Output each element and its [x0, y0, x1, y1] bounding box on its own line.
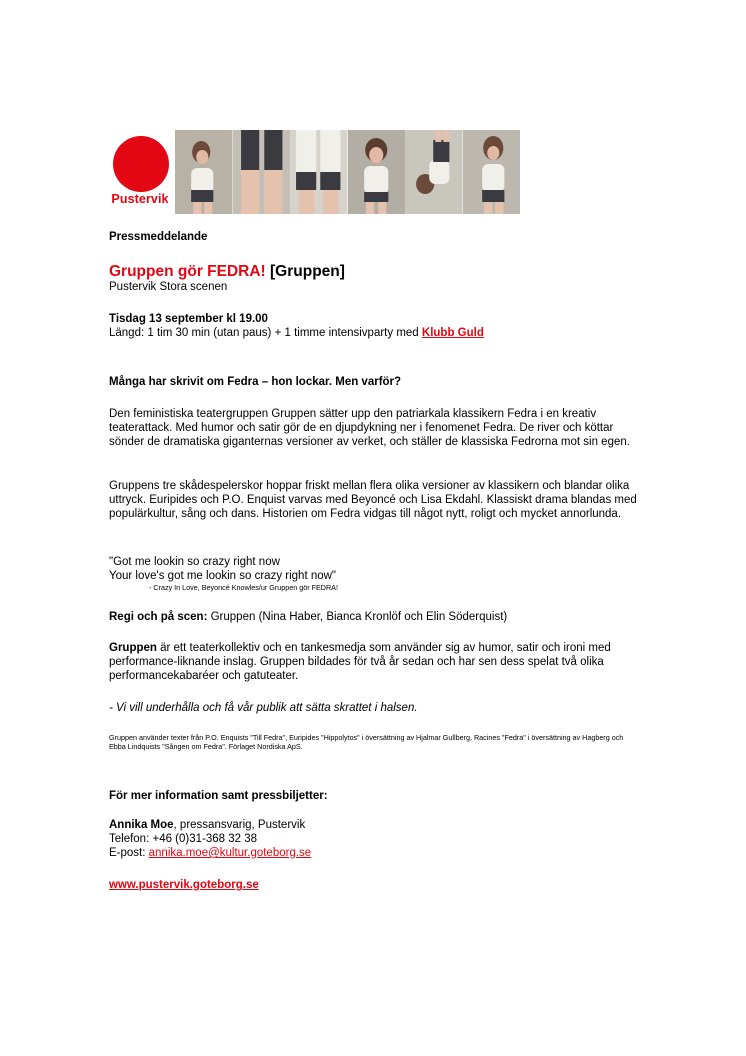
- quote-source: - Crazy In Love, Beyoncé Knowles/ur Gruppen gör FEDRA!: [149, 583, 338, 592]
- logo-circle-icon: [113, 136, 169, 192]
- paragraph-about: [109, 641, 639, 683]
- contact-email-line: [109, 846, 311, 860]
- contact-name-line: [109, 818, 305, 832]
- event-date: Tisdag 13 september kl 19.00: [109, 313, 268, 325]
- credits: [109, 610, 507, 624]
- contact-name: Annika Moe: [109, 819, 174, 831]
- performer-photo-2-icon: [233, 130, 291, 214]
- performer-photo-3-icon: [290, 130, 348, 214]
- email-label: E-post:: [109, 847, 149, 859]
- performer-photo-1-icon: [175, 130, 233, 214]
- contact-role: , pressansvarig, Pustervik: [173, 819, 306, 831]
- title-highlight: Gruppen gör FEDRA!: [109, 263, 266, 280]
- venue: Pustervik Stora scenen: [109, 281, 228, 293]
- event-length: [109, 326, 484, 340]
- performer-photo-5-icon: [405, 130, 463, 214]
- motto: - Vi vill underhålla och få vår publik att sätta skrattet i halsen.: [109, 702, 418, 714]
- contact-heading: För mer information samt pressbiljetter:: [109, 790, 328, 802]
- section-heading: Många har skrivit om Fedra – hon lockar. Men varför?: [109, 376, 402, 388]
- website-line: [109, 878, 259, 892]
- quote-line-1: "Got me lookin so crazy right now: [109, 556, 280, 568]
- performer-photo-6-icon: [463, 130, 521, 214]
- length-text: Längd: 1 tim 30 min (utan paus) + 1 timme intensivparty med: [109, 327, 422, 339]
- press-release-page: [109, 130, 639, 891]
- about-text: är ett teaterkollektiv och en tankesmedja som använder sig av humor, satir och ironi med performance-liknande inslag. Gruppen bildades för två år sedan och har sen dess spelat två olika performancekabaréer och gatuteater.: [109, 642, 611, 682]
- about-label: Gruppen: [109, 642, 157, 654]
- credits-text: Gruppen (Nina Haber, Bianca Kronlöf och Elin Söderquist): [207, 611, 508, 623]
- quote-line-2: Your love's got me lookin so crazy right now": [109, 570, 337, 582]
- document-label: Pressmeddelande: [109, 231, 208, 243]
- paragraph-intro: Den feministiska teatergruppen Gruppen sätter upp den patriarkala klassikern Fedra i en kreativ teaterattack. Med humor och satir gör de en djupdykning ner i fenomenet Fedra. De river och köttar sönder de dramatiska giganternas versioner av verket, och ställer de klassiska Fedrorna mot sin egen.: [109, 408, 630, 448]
- page-title: [109, 263, 345, 281]
- website-link[interactable]: www.pustervik.goteborg.se: [109, 879, 259, 891]
- pustervik-logo: [109, 130, 176, 214]
- performer-photo-4-icon: [348, 130, 406, 214]
- header: [109, 130, 639, 214]
- title-suffix: [Gruppen]: [265, 263, 345, 280]
- performer-photo-strip: [175, 130, 520, 214]
- klubb-guld-link[interactable]: Klubb Guld: [421, 327, 484, 339]
- footnote: Gruppen använder texter från P.O. Enquists "Till Fedra", Euripides "Hippolytos" i översättning av Hjalmar Gullberg, Racines "Fedra" i översättning av Hagberg och Ebba Lindquists "Sången om Fedra". Förlaget Nordiska ApS.: [109, 733, 624, 751]
- credits-label: Regi och på scen:: [109, 611, 208, 623]
- contact-phone: Telefon: +46 (0)31-368 32 38: [109, 833, 258, 845]
- email-link[interactable]: annika.moe@kultur.goteborg.se: [148, 847, 312, 859]
- paragraph-performers: Gruppens tre skådespelerskor hoppar friskt mellan flera olika versioner av klassikern och blandar olika uttryck. Euripides och P.O. Enquist varvas med Beyoncé och Lisa Ekdahl. Klassiskt drama blandas med populärkultur, sång och dans. Historien om Fedra vidgas till något nytt, roligt och mycket annorlunda.: [109, 480, 637, 520]
- logo-text: Pustervik: [111, 192, 169, 206]
